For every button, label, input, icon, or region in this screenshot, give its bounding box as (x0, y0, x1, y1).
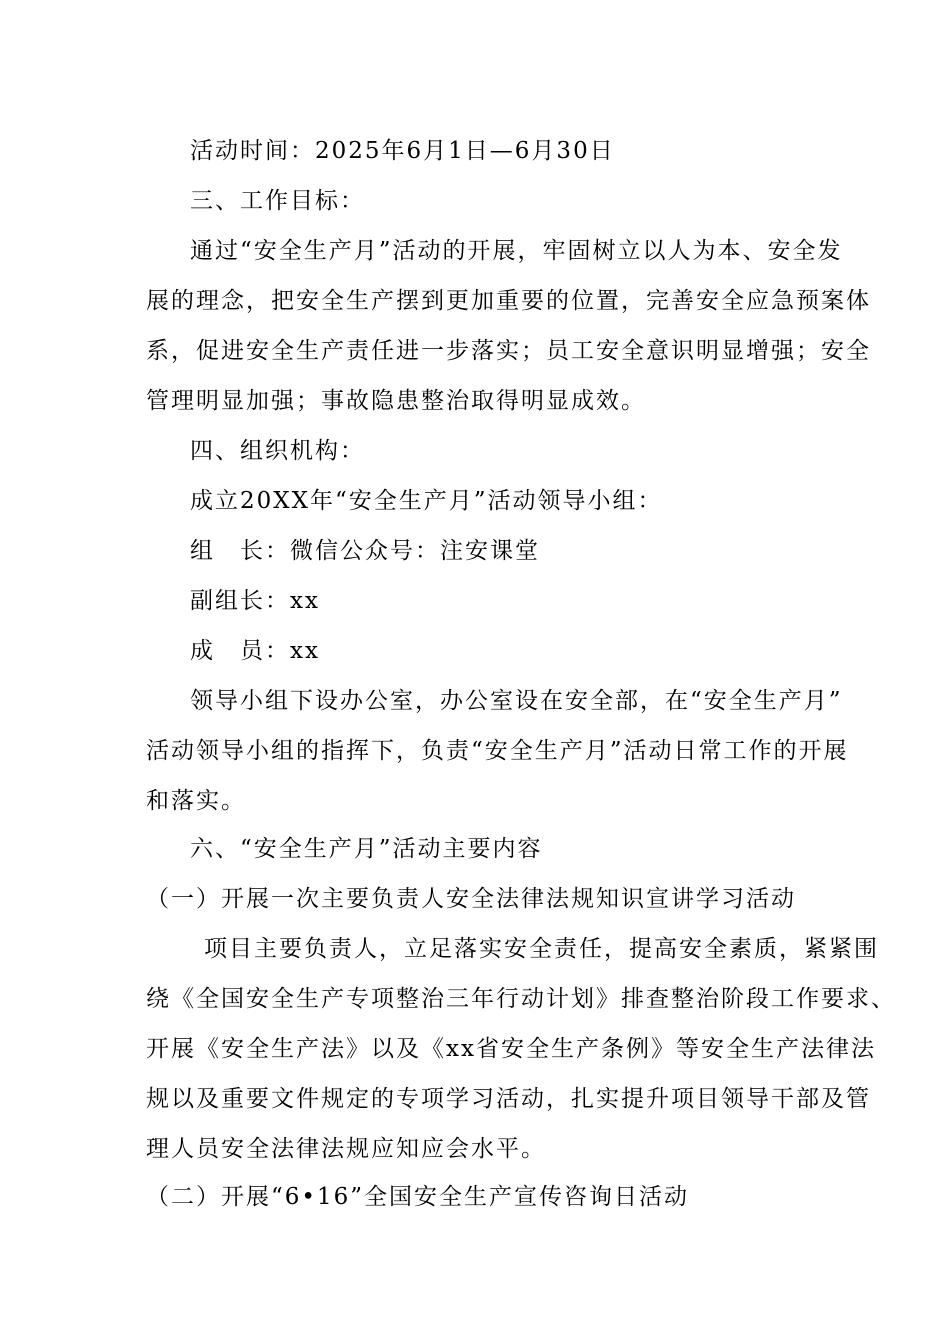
goal-paragraph-line-1: 通过“安全生产月”活动的开展，牢固树立以人为本、安全发 (190, 238, 843, 264)
office-paragraph-line-3: 和落实。 (146, 788, 246, 814)
section-six-heading: 六、“安全生产月”活动主要内容 (190, 836, 543, 862)
goal-paragraph-line-3: 系，促进安全生产责任进一步落实；员工安全意识明显增强；安全 (146, 338, 871, 364)
deputy-leader-line: 副组长：xx (190, 588, 320, 614)
goal-paragraph-line-2: 展的理念，把安全生产摆到更加重要的位置，完善安全应急预案体 (146, 288, 871, 314)
office-paragraph-line-2: 活动领导小组的指挥下，负责“安全生产月”活动日常工作的开展 (146, 738, 849, 764)
goal-paragraph-line-4: 管理明显加强；事故隐患整治取得明显成效。 (146, 388, 646, 414)
group-leader-line: 组 长：微信公众号：注安课堂 (190, 538, 540, 564)
subsection-one-line-5: 理人员安全法律法规应知应会水平。 (146, 1136, 546, 1162)
subsection-one-line-3: 开展《安全生产法》以及《xx省安全生产条例》等安全生产法律法 (146, 1036, 876, 1062)
subsection-one-line-4: 规以及重要文件规定的专项学习活动，扎实提升项目领导干部及管 (146, 1086, 871, 1112)
section-four-heading: 四、组织机构： (190, 438, 365, 464)
subsection-one-heading: （一）开展一次主要负责人安全法律法规知识宣讲学习活动 (146, 886, 796, 912)
subsection-one-line-1: 项目主要负责人，立足落实安全责任，提高安全素质，紧紧围 (204, 936, 879, 962)
subsection-one-line-2: 绕《全国安全生产专项整治三年行动计划》排查整治阶段工作要求、 (146, 986, 896, 1012)
office-paragraph-line-1: 领导小组下设办公室，办公室设在安全部，在“安全生产月” (190, 688, 843, 714)
section-three-heading: 三、工作目标： (190, 188, 365, 214)
leadership-group-line: 成立20XX年“安全生产月”活动领导小组： (190, 488, 663, 514)
activity-time-line: 活动时间：2025年6月1日—6月30日 (190, 138, 615, 164)
subsection-two-heading: （二）开展“6•16”全国安全生产宣传咨询日活动 (146, 1184, 689, 1210)
members-line: 成 员：xx (190, 638, 320, 664)
